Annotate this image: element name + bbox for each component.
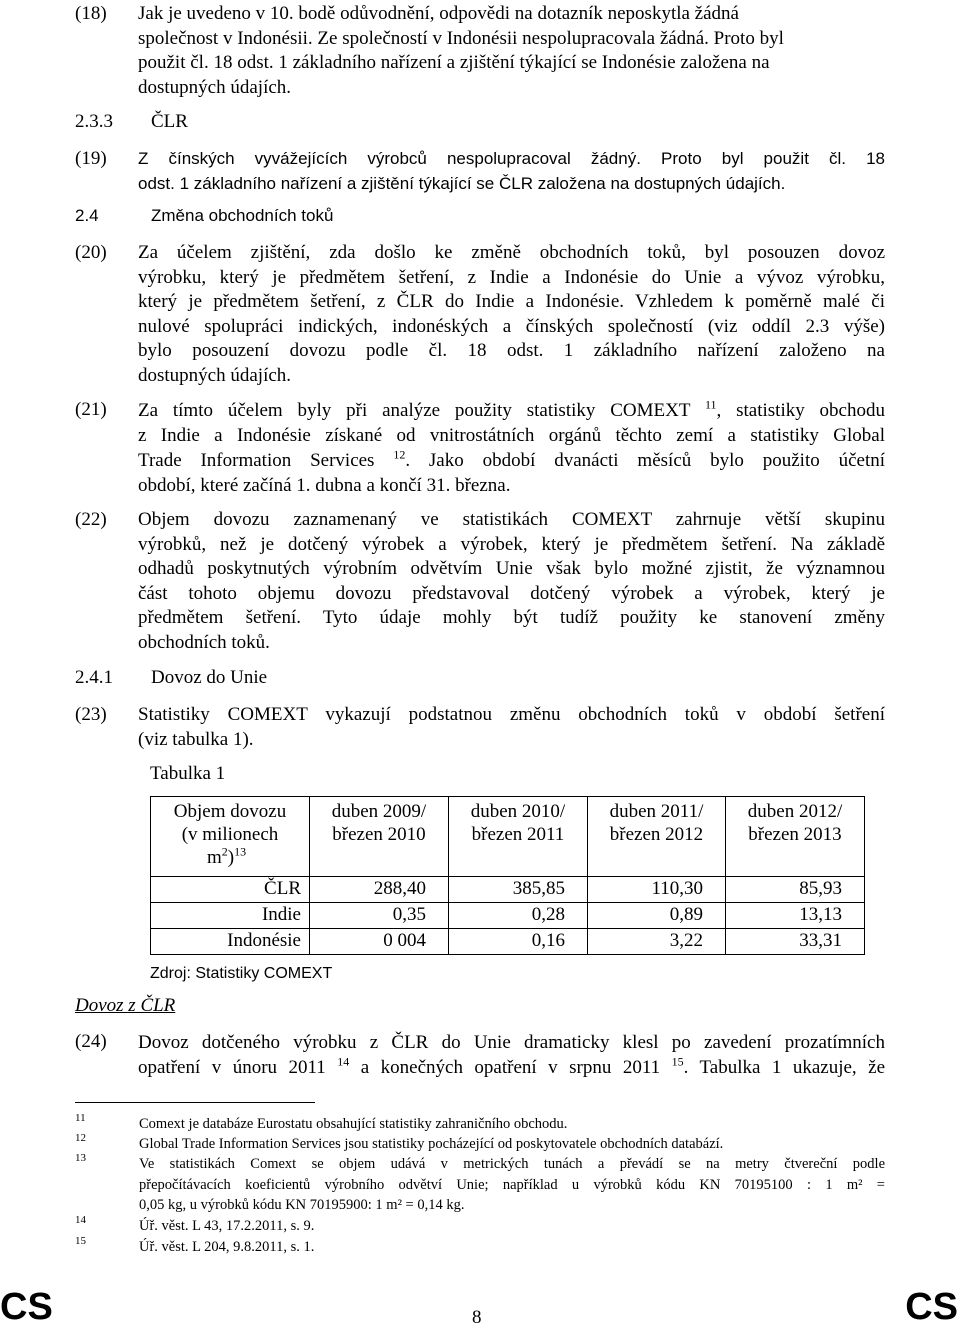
table-row xyxy=(151,903,865,929)
table-header-period: duben 2011/ březen 2012 xyxy=(587,797,725,877)
paragraph-20 xyxy=(75,241,885,391)
paragraph-22 xyxy=(75,508,885,658)
paragraph-number: (24) xyxy=(75,1031,107,1052)
table-header-period: duben 2012/ březen 2013 xyxy=(726,797,865,877)
footer-language-left: CS xyxy=(0,1286,53,1328)
paragraph-number: (18) xyxy=(75,3,107,24)
table-cell: 110,30 xyxy=(587,877,725,903)
footnote-ref-12[interactable]: 12 xyxy=(393,447,406,462)
table-header-period: duben 2009/ březen 2010 xyxy=(310,797,449,877)
paragraph-number: (19) xyxy=(75,148,107,169)
table-cell: 0,35 xyxy=(310,903,449,929)
paragraph-number: (21) xyxy=(75,399,107,420)
footer-language-right: CS xyxy=(905,1286,958,1328)
paragraph-21 xyxy=(75,398,885,498)
table-caption: Tabulka 1 xyxy=(150,763,226,784)
paragraph-text: Za účelem zjištění, zda došlo ke změně obchodních toků, byl posouzen dovoz výrobku, který je předmětem šetření, z Indie a Indonésie do Unie a vývoz výrobku, který je předmětem šetření, z ČLR do Indie a Indonésie. Vzhledem k poměrně malé či nulové spolupráci indických, indonéských a čínských společností (viz oddíl 2.3 výše) bylo posouzení dovozu podle čl. 18 odst. 1 základního nařízení založeno na dostupných údajích. xyxy=(138,242,885,386)
table-source: Zdroj: Statistiky COMEXT xyxy=(150,965,333,982)
table-cell: 85,93 xyxy=(726,877,865,903)
paragraph-24 xyxy=(75,1030,885,1080)
subheading-import-from-china: Dovoz z ČLR xyxy=(75,995,176,1016)
table-cell: 3,22 xyxy=(587,929,725,955)
paragraph-text: Statistiky COMEXT vykazují podstatnou změnu obchodních toků v období šetření (viz tabulka 1). xyxy=(138,704,885,750)
footnote-ref-11[interactable]: 11 xyxy=(704,397,717,412)
table-header-row xyxy=(151,797,865,877)
paragraph-19 xyxy=(75,147,885,197)
footnote-ref-14[interactable]: 14 xyxy=(337,1054,350,1069)
footnote-ref-13[interactable]: 13 xyxy=(234,844,247,859)
table-cell: 13,13 xyxy=(726,903,865,929)
paragraph-text: Dovoz dotčeného výrobku z ČLR do Unie dramaticky klesl po zavedení prozatímních opatření v únoru 2011 $^{14}$ a konečných opatření v srpnu 2011 $^{15}$. Tabulka 1 ukazuje, že xyxy=(138,1032,886,1078)
table-row xyxy=(151,929,865,955)
table-cell: 0 004 xyxy=(310,929,449,955)
paragraph-number: (22) xyxy=(75,509,107,530)
table-cell: 385,85 xyxy=(448,877,587,903)
paragraph-number: (20) xyxy=(75,242,107,263)
table-cell: 33,31 xyxy=(726,929,865,955)
footnote-ref-15[interactable]: 15 xyxy=(671,1054,684,1069)
table-header-volume: Objem dovozu (v milionech $m^2)^{13}$ xyxy=(151,797,310,877)
paragraph-text: Z čínských vyvážejících výrobců nespolupracoval žádný. Proto byl použit čl. 18 odst. 1 základního nařízení a zjištění týkající se ČLR založena na dostupných údajích. xyxy=(138,149,885,193)
table-cell: 288,40 xyxy=(310,877,449,903)
table-cell: 0,89 xyxy=(587,903,725,929)
paragraph-text: Jak je uvedeno v 10. bodě odůvodnění, odpovědi na dotazník neposkytla žádná společnost v Indonésii. Ze společností v Indonésii nespolupracovala žádná. Proto byl použit čl. 18 odst. 1 základního nařízení a zjištění týkající se Indonésie založena na dostupných údajích. xyxy=(138,3,784,98)
row-label: Indie xyxy=(151,903,310,929)
table-header-period: duben 2010/ březen 2011 xyxy=(448,797,587,877)
table-row xyxy=(151,877,865,903)
paragraph-text: Za tímto účelem byly při analýze použity statistiky COMEXT $^{11}$, statistiky obchodu z Indie a Indonésie získané od vnitrostátních orgánů těchto zemí a statistiky Global Trade Information Services $^{12}$. Jako období dvanácti měsíců bylo použito účetní období, které začíná 1. dubna a končí 31. března. xyxy=(138,397,885,496)
table-cell: 0,16 xyxy=(448,929,587,955)
import-volume-table xyxy=(150,796,865,955)
paragraph-18 xyxy=(75,2,885,102)
table-cell: 0,28 xyxy=(448,903,587,929)
paragraph-number: (23) xyxy=(75,704,107,725)
page-number: 8 xyxy=(472,1307,482,1328)
paragraph-text: Objem dovozu zaznamenaný ve statistikách COMEXT zahrnuje větší skupinu výrobků, než je dotčený výrobek a výrobek, který je předmětem šetření. Na základě odhadů poskytnutých výrobním odvětvím Unie však bylo možné zjistit, že významnou část tohoto objemu dovozu představoval dotčený výrobek a výrobek, který je předmětem šetření. Tyto údaje mohly být tudíž použity ke stanovení změny obchodních toků. xyxy=(138,509,885,653)
row-label: Indonésie xyxy=(151,929,310,955)
row-label: ČLR xyxy=(151,877,310,903)
footnote-separator xyxy=(75,1102,315,1103)
paragraph-23 xyxy=(75,703,885,753)
